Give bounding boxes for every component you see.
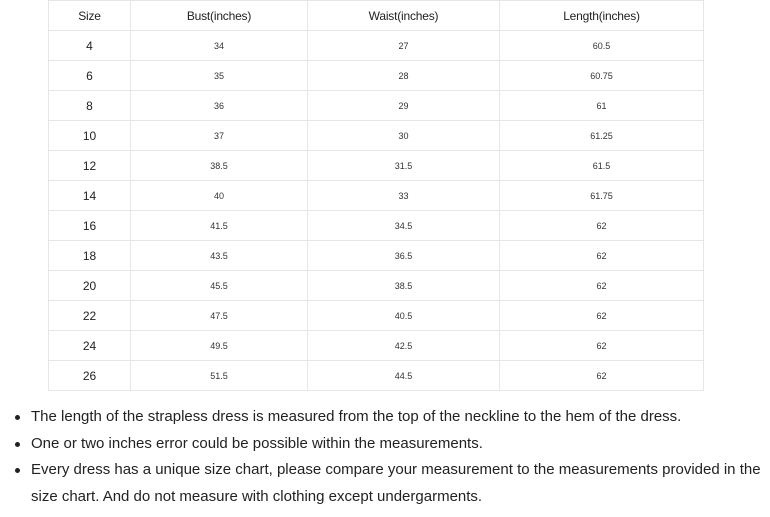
- size-cell: 26: [49, 361, 131, 391]
- waist-cell: 33: [308, 181, 500, 211]
- length-cell: 61.5: [500, 151, 704, 181]
- waist-cell: 31.5: [308, 151, 500, 181]
- size-cell: 14: [49, 181, 131, 211]
- size-cell: 12: [49, 151, 131, 181]
- note-item: [12, 457, 764, 510]
- bust-cell: 35: [131, 61, 308, 91]
- size-cell: 18: [49, 241, 131, 271]
- bust-cell: 37: [131, 121, 308, 151]
- note-text: One or two inches error could be possible within the measurements.: [31, 434, 483, 452]
- header-length: Length(inches): [500, 1, 704, 31]
- bullet-icon: [15, 415, 20, 420]
- size-cell: 24: [49, 331, 131, 361]
- size-cell: 16: [49, 211, 131, 241]
- size-cell: 22: [49, 301, 131, 331]
- table-row: [49, 331, 704, 361]
- length-cell: 62: [500, 271, 704, 301]
- length-cell: 62: [500, 241, 704, 271]
- waist-cell: 44.5: [308, 361, 500, 391]
- bust-cell: 49.5: [131, 331, 308, 361]
- note-text: The length of the strapless dress is measured from the top of the neckline to the hem of the dress.: [31, 408, 682, 425]
- note-item: [12, 404, 764, 431]
- table-body: [49, 31, 704, 391]
- length-cell: 62: [500, 361, 704, 391]
- waist-cell: 27: [308, 31, 500, 61]
- bust-cell: 34: [131, 31, 308, 61]
- table-row: [49, 91, 704, 121]
- table-row: [49, 271, 704, 301]
- length-cell: 61.75: [500, 181, 704, 211]
- table-row: [49, 31, 704, 61]
- note-item: [12, 431, 764, 458]
- waist-cell: 29: [308, 91, 500, 121]
- waist-cell: 28: [308, 61, 500, 91]
- table-row: [49, 241, 704, 271]
- table-row: [49, 151, 704, 181]
- length-cell: 60.5: [500, 31, 704, 61]
- bust-cell: 36: [131, 91, 308, 121]
- header-bust: Bust(inches): [131, 1, 308, 31]
- length-cell: 62: [500, 331, 704, 361]
- table-row: [49, 361, 704, 391]
- size-cell: 8: [49, 91, 131, 121]
- measurement-notes-list: [12, 404, 764, 510]
- table-row: [49, 301, 704, 331]
- bust-cell: 51.5: [131, 361, 308, 391]
- bust-cell: 40: [131, 181, 308, 211]
- size-cell: 10: [49, 121, 131, 151]
- table-row: [49, 181, 704, 211]
- header-waist: Waist(inches): [308, 1, 500, 31]
- bust-cell: 41.5: [131, 211, 308, 241]
- length-cell: 61: [500, 91, 704, 121]
- bust-cell: 38.5: [131, 151, 308, 181]
- size-cell: 4: [49, 31, 131, 61]
- waist-cell: 36.5: [308, 241, 500, 271]
- waist-cell: 38.5: [308, 271, 500, 301]
- table-row: [49, 121, 704, 151]
- bust-cell: 43.5: [131, 241, 308, 271]
- waist-cell: 42.5: [308, 331, 500, 361]
- table-row: [49, 61, 704, 91]
- length-cell: 62: [500, 211, 704, 241]
- header-size: Size: [49, 1, 131, 31]
- waist-cell: 40.5: [308, 301, 500, 331]
- size-cell: 6: [49, 61, 131, 91]
- waist-cell: 30: [308, 121, 500, 151]
- size-chart-table: [48, 0, 704, 391]
- waist-cell: 34.5: [308, 211, 500, 241]
- bullet-icon: [15, 468, 20, 473]
- note-text: Every dress has a unique size chart, please compare your measurement to the measurements provided in the size chart. And do not measure with clothing except undergarments.: [31, 461, 761, 505]
- table-row: [49, 211, 704, 241]
- length-cell: 62: [500, 301, 704, 331]
- bust-cell: 47.5: [131, 301, 308, 331]
- bust-cell: 45.5: [131, 271, 308, 301]
- size-cell: 20: [49, 271, 131, 301]
- table-header-row: [49, 1, 704, 31]
- length-cell: 61.25: [500, 121, 704, 151]
- bullet-icon: [15, 442, 20, 447]
- length-cell: 60.75: [500, 61, 704, 91]
